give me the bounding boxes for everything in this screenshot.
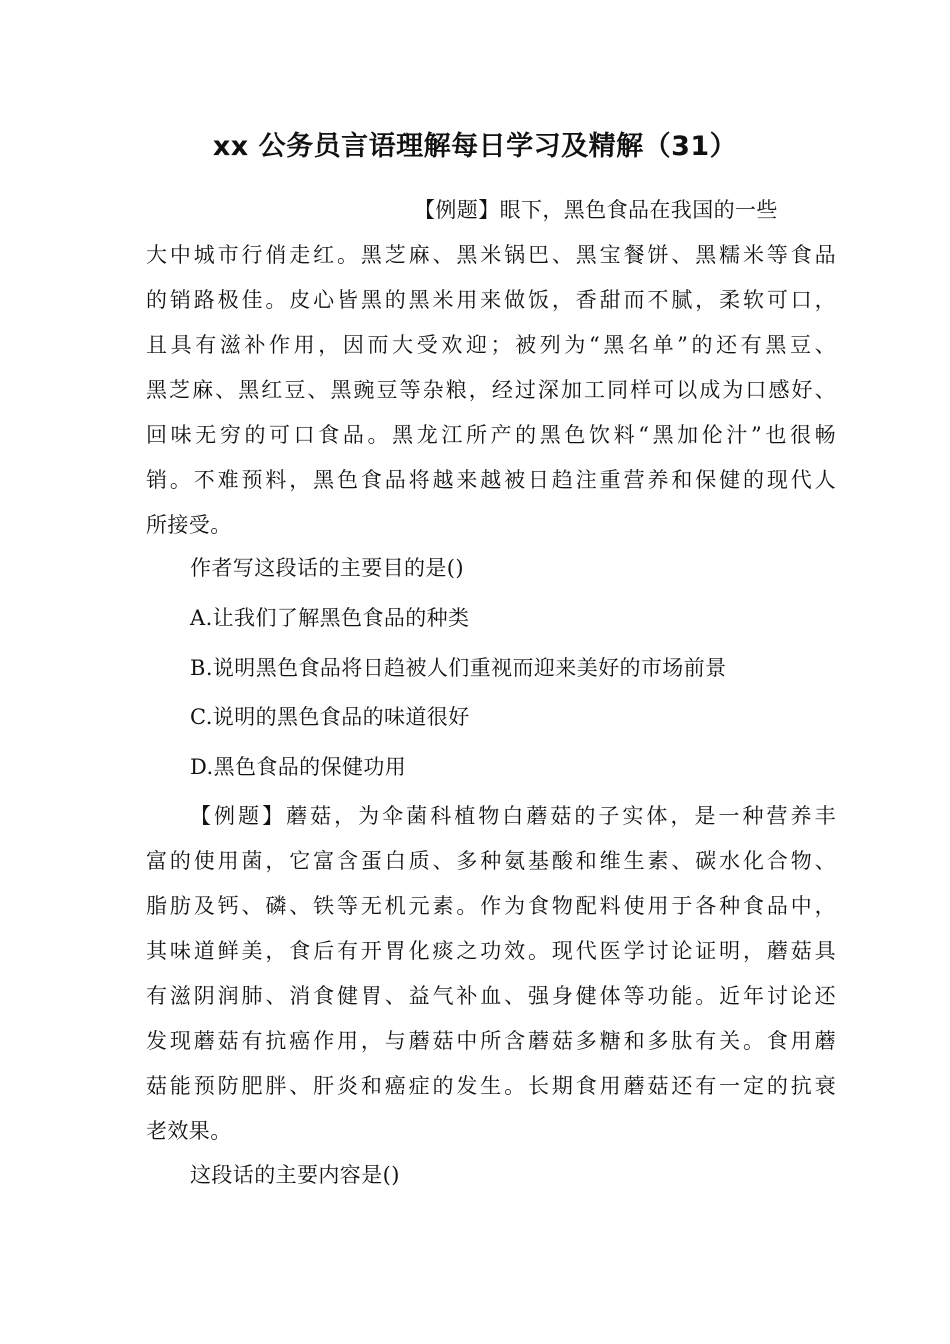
example2-line: 脂肪及钙、磷、铁等无机元素。作为食物配料使用于各种食品中， [146,894,836,918]
example1-line: 销。不难预料，黑色食品将越来越被日趋注重营养和保健的现代人 [146,468,836,492]
example1-line: 所接受。 [146,513,232,537]
example1-line: 【例题】眼下，黑色食品在我国的一些 [414,198,778,222]
example1-option-d: D.黑色食品的保健功用 [190,755,407,779]
example2-line: 菇能预防肥胖、肝炎和癌症的发生。长期食用蘑菇还有一定的抗衰 [146,1074,836,1098]
example1-line: 回味无穷的可口食品。黑龙江所产的黑色饮料“黑加伦汁”也很畅 [146,423,836,447]
example1-paragraph [146,188,836,548]
document-title: xx 公务员言语理解每日学习及精解（31） [212,131,738,162]
example1-line: 大中城市行俏走红。黑芝麻、黑米锅巴、黑宝餐饼、黑糯米等食品 [146,243,836,267]
example1-line: 且具有滋补作用，因而大受欢迎；被列为“黑名单”的还有黑豆、 [146,333,836,357]
example2-line: 发现蘑菇有抗癌作用，与蘑菇中所含蘑菇多糖和多肽有关。食用蘑 [146,1029,836,1053]
example2-line: 其味道鲜美，食后有开胃化痰之功效。现代医学讨论证明，蘑菇具 [146,939,836,963]
example2-question: 这段话的主要内容是() [190,1163,400,1187]
example1-question: 作者写这段话的主要目的是() [190,556,464,580]
example1-option-a: A.让我们了解黑色食品的种类 [190,606,470,630]
example2-line: 【例题】蘑菇，为伞菌科植物白蘑菇的子实体，是一种营养丰 [190,804,836,828]
example2-line: 老效果。 [146,1119,232,1143]
example2-line: 富的使用菌，它富含蛋白质、多种氨基酸和维生素、碳水化合物、 [146,849,836,873]
example1-line: 黑芝麻、黑红豆、黑豌豆等杂粮，经过深加工同样可以成为口感好、 [146,378,836,402]
example1-line: 的销路极佳。皮心皆黑的黑米用来做饭，香甜而不腻，柔软可口， [146,288,836,312]
example2-line: 有滋阴润肺、消食健胃、益气补血、强身健体等功能。近年讨论还 [146,984,836,1008]
example1-option-c: C.说明的黑色食品的味道很好 [190,705,470,729]
example1-option-b: B.说明黑色食品将日趋被人们重视而迎来美好的市场前景 [190,656,727,680]
example2-paragraph [146,794,836,1154]
